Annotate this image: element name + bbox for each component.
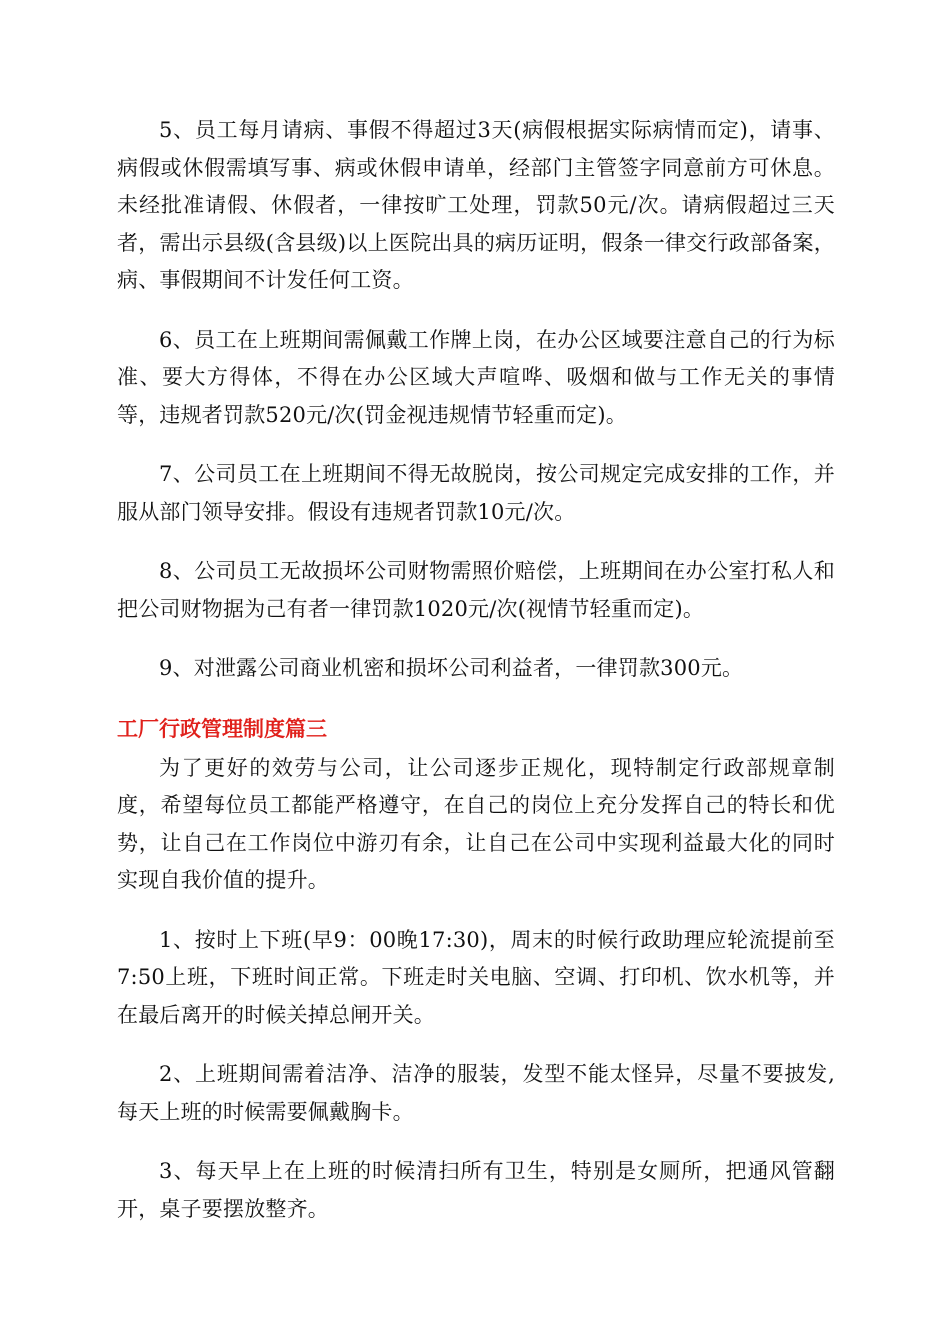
section-heading: 工厂行政管理制度篇三 <box>117 716 327 741</box>
rule-paragraph-2: 2、上班期间需着洁净、洁净的服装，发型不能太怪异，尽量不要披发,每天上班的时候需要佩戴胸卡。 <box>117 1062 835 1124</box>
rule-paragraph-7: 7、公司员工在上班期间不得无故脱岗，按公司规定完成安排的工作，并服从部门领导安排。假设有违规者罚款10元/次。 <box>117 462 835 524</box>
intro-paragraph: 为了更好的效劳与公司，让公司逐步正规化，现特制定行政部规章制度，希望每位员工都能严格遵守，在自己的岗位上充分发挥自己的特长和优势，让自己在工作岗位中游刃有余，让自己在公司中实现利益最大化的同时实现自我价值的提升。 <box>117 755 835 892</box>
document-body <box>117 112 835 1250</box>
rule-paragraph-3: 3、每天早上在上班的时候清扫所有卫生，特别是女厕所，把通风管翻开，桌子要摆放整齐。 <box>117 1159 835 1221</box>
rule-paragraph-9: 9、对泄露公司商业机密和损坏公司利益者，一律罚款300元。 <box>159 656 744 680</box>
rule-paragraph-8: 8、公司员工无故损坏公司财物需照价赔偿，上班期间在办公室打私人和把公司财物据为己有者一律罚款1020元/次(视情节轻重而定)。 <box>117 559 835 621</box>
rule-paragraph-5: 5、员工每月请病、事假不得超过3天(病假根据实际病情而定)，请事、病假或休假需填写事、病或休假申请单，经部门主管签字同意前方可休息。未经批准请假、休假者，一律按旷工处理，罚款50元/次。请病假超过三天者，需出示县级(含县级)以上医院出具的病历证明，假条一律交行政部备案，病、事假期间不计发任何工资。 <box>117 118 835 292</box>
rule-paragraph-6: 6、员工在上班期间需佩戴工作牌上岗，在办公区域要注意自己的行为标准、要大方得体，不得在办公区域大声喧哗、吸烟和做与工作无关的事情等，违规者罚款520元/次(罚金视违规情节轻重而定)。 <box>117 327 835 427</box>
rule-paragraph-1: 1、按时上下班(早9：00晚17:30)，周末的时候行政助理应轮流提前至7:50上班，下班时间正常。下班走时关电脑、空调、打印机、饮水机等，并在最后离开的时候关掉总闸开关。 <box>117 927 835 1027</box>
